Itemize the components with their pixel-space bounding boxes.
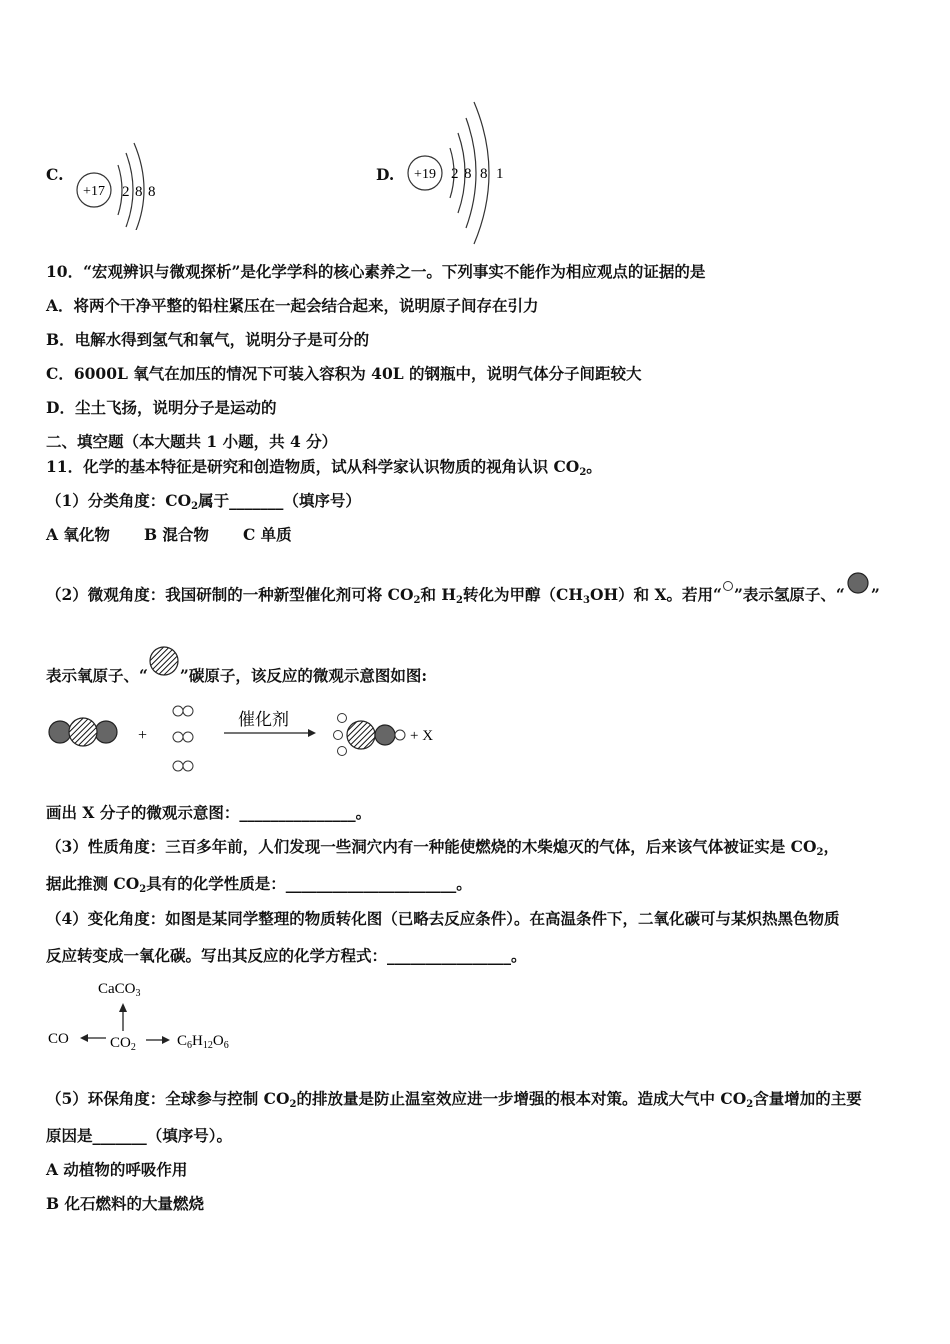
option-c-label: C. (46, 165, 64, 184)
question-11-part-1: （1）分类角度：$CO_2$属于_______（填序号） (46, 491, 361, 512)
option-mixture: B 混合物 (143, 525, 209, 544)
question-10-stem: 10．“宏观辨识与微观探析”是化学学科的核心素养之一。下列事实不能作为相应观点的证据的是 (46, 262, 706, 281)
diagram-glucose: $C_6H_{12}O_6$ (177, 1033, 229, 1051)
question-11-part-2-line-2: 表示氧原子、“ ”碳原子，该反应的微观示意图如图: (46, 645, 427, 686)
question-11-part-3-line-2: 据此推测 $CO_2$具有的化学性质是：______________________。 (46, 874, 472, 895)
question-11-draw-x: 画出 X 分子的微观示意图：_______________。 (46, 803, 372, 822)
question-11-part-5-option-a: A 动植物的呼吸作用 (46, 1160, 188, 1179)
atom-c-nucleus: +17 (83, 184, 105, 199)
question-11-stem: 11．化学的基本特征是研究和创造物质，试从科学家认识物质的视角认识 $CO_2$。 (46, 457, 602, 478)
question-11-part-5-option-b: B 化石燃料的大量燃烧 (46, 1194, 204, 1213)
diagram-caco3: CaCO$_3$ (98, 981, 141, 999)
atom-c-shell-2: 8 (135, 184, 143, 200)
question-10-option-c: C．6000L 氧气在加压的情况下可装入容积为 40L 的钢瓶中，说明气体分子间距较大 (46, 364, 642, 383)
diagram-co: CO (48, 1031, 69, 1047)
atom-d-shell-2: 8 (464, 166, 472, 182)
section-2-heading: 二、填空题（本大题共 1 小题，共 4 分） (46, 432, 338, 451)
atom-c-shell-1: 2 (122, 184, 130, 200)
question-10-option-a: A．将两个干净平整的铅柱紧压在一起会结合起来，说明原子间存在引力 (46, 296, 539, 315)
atom-structure-c-diagram (74, 135, 174, 230)
question-10-option-b: B．电解水得到氢气和氧气，说明分子是可分的 (46, 330, 370, 349)
question-11-part-5: （5）环保角度：全球参与控制 $CO_2$的排放量是防止温室效应进一步增强的根本对策。造成大气中 $CO_2$含量增加的主要 (46, 1089, 862, 1110)
reaction-plus-sign: + (138, 727, 148, 744)
question-11-part-4-line-2: 反应转变成一氧化碳。写出其反应的化学方程式：________________。 (46, 946, 527, 965)
question-11-part-4: （4）变化角度：如图是某同学整理的物质转化图（已略去反应条件）。在高温条件下，二氧化碳可与某炽热黑色物质 (46, 909, 840, 928)
option-oxide: A 氧化物 (46, 525, 110, 544)
oxygen-atom-icon (845, 572, 871, 596)
question-10-option-d: D．尘土飞扬，说明分子是运动的 (46, 398, 277, 417)
reaction-micro-diagram (44, 700, 464, 780)
diagram-co2: $CO_2$ (110, 1035, 136, 1053)
carbon-atom-icon (148, 645, 180, 677)
question-11-part-5-line-2: 原因是_______（填序号）。 (46, 1126, 233, 1145)
option-d-label: D. (376, 165, 395, 184)
substance-transformation-diagram (44, 975, 264, 1055)
question-11-part-2: （2）微观角度：我国研制的一种新型催化剂可将 $CO_2$和 $H_2$转化为甲醇$(CH_3OH)$和 X。若用“ ”表示氢原子、“ ” (46, 572, 880, 611)
atom-d-shell-1: 2 (451, 166, 459, 182)
atom-structure-d-diagram (404, 98, 514, 248)
hydrogen-atom-icon (722, 580, 734, 594)
question-11-part-1-options (46, 525, 292, 545)
atom-d-shell-4: 1 (496, 166, 504, 182)
product-plus-x: + X (410, 728, 434, 744)
question-11-part-3: （3）性质角度：三百多年前，人们发现一些洞穴内有一种能使燃烧的木柴熄灭的气体，后来该气体被证实是 $CO_2$， (46, 837, 840, 858)
atom-c-shell-3: 8 (148, 184, 156, 200)
catalyst-label: 催化剂 (238, 710, 289, 730)
atom-d-nucleus: +19 (414, 167, 436, 182)
atom-d-shell-3: 8 (480, 166, 488, 182)
option-element: C 单质 (242, 525, 292, 544)
